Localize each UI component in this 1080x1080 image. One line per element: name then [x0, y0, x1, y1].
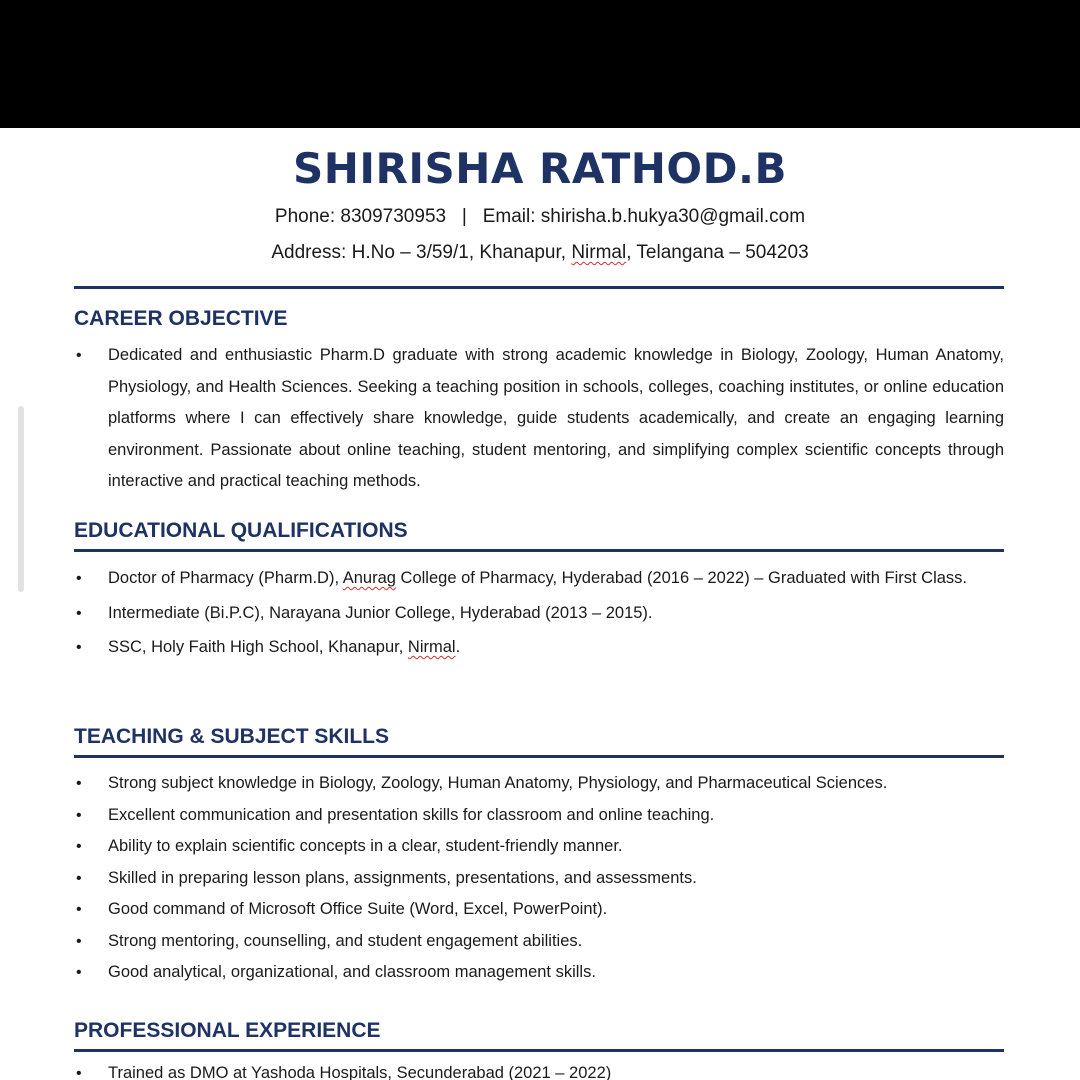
contact-separator: |: [461, 206, 467, 227]
address-line: [0, 242, 1080, 264]
edu-text: Intermediate (Bi.P.C), Narayana Junior College, Hyderabad (2013 – 2015).: [108, 603, 653, 622]
skill-text: Good command of Microsoft Office Suite (Word, Excel, PowerPoint).: [108, 900, 608, 918]
list-item: [74, 768, 1004, 800]
skill-text: Good analytical, organizational, and classroom management skills.: [108, 963, 596, 981]
bullet-icon: •: [76, 1065, 82, 1080]
section-divider: [74, 755, 1004, 758]
edu-text: Doctor of Pharmacy (Pharm.D),: [108, 569, 343, 587]
bullet-icon: •: [76, 639, 82, 656]
list-item: [74, 340, 1004, 498]
section-career-objective: [74, 304, 1004, 498]
skills-list: [74, 768, 1004, 989]
header-divider: [74, 286, 1004, 289]
college-name: Anurag: [342, 569, 396, 587]
objective-list: [74, 340, 1004, 498]
bullet-icon: •: [76, 806, 82, 824]
skill-text: Ability to explain scientific concepts in a clear, student-friendly manner.: [108, 837, 623, 855]
address-prefix: Address: H.No – 3/59/1, Khanapur,: [271, 242, 572, 263]
list-item: [74, 564, 1004, 594]
top-black-bar: [0, 0, 1080, 128]
list-item: [74, 599, 1004, 629]
list-item: [74, 894, 1004, 926]
experience-text: Trained as DMO at Yashoda Hospitals, Secunderabad (2021 – 2022): [108, 1064, 612, 1080]
section-divider: [74, 1049, 1004, 1052]
list-item: [74, 926, 1004, 958]
address-city: Nirmal: [571, 242, 627, 263]
experience-list: [74, 1058, 1004, 1080]
list-item: [74, 831, 1004, 863]
skill-text: Strong mentoring, counselling, and student engagement abilities.: [108, 931, 583, 950]
section-title: EDUCATIONAL QUALIFICATIONS: [74, 519, 408, 542]
edu-text: .: [455, 638, 461, 656]
section-divider: [74, 549, 1004, 552]
phone-text: Phone: 8309730953: [274, 206, 447, 227]
skill-text: Excellent communication and presentation skills for classroom and online teaching.: [108, 805, 715, 824]
list-item: [74, 863, 1004, 895]
email-text: Email: shirisha.b.hukya30@gmail.com: [482, 206, 806, 227]
skill-text: Strong subject knowledge in Biology, Zoology, Human Anatomy, Physiology, and Pharmaceutical Sciences.: [108, 774, 888, 792]
bullet-icon: •: [76, 347, 82, 364]
bullet-icon: •: [76, 964, 82, 981]
bullet-icon: •: [76, 932, 82, 950]
section-title: TEACHING & SUBJECT SKILLS: [74, 725, 390, 748]
bullet-icon: •: [76, 570, 82, 587]
bullet-icon: •: [76, 869, 82, 887]
scrollbar[interactable]: [18, 406, 24, 592]
edu-text: SSC, Holy Faith High School, Khanapur,: [108, 638, 408, 656]
section-skills: [74, 722, 1004, 989]
school-city: Nirmal: [407, 638, 456, 656]
section-education: [74, 516, 1004, 668]
address-suffix: , Telangana – 504203: [626, 242, 809, 263]
edu-text: College of Pharmacy, Hyderabad (2016 – 2022) – Graduated with First Class.: [395, 569, 968, 587]
section-title: CAREER OBJECTIVE: [74, 307, 288, 330]
list-item: [74, 957, 1004, 989]
candidate-name: SHIRISHA RATHOD.B: [293, 144, 787, 193]
contact-line: [0, 206, 1080, 228]
resume-page: [0, 128, 1080, 1080]
education-list: [74, 564, 1004, 663]
list-item: [74, 633, 1004, 663]
bullet-icon: •: [76, 775, 82, 792]
objective-text: Dedicated and enthusiastic Pharm.D graduate with strong academic knowledge in Biology, Zoology, Human Anatomy, Physiology, and Health Sciences. Seeking a teaching position in schools, colleges, coaching institutes, or online education platforms where I can effectively share knowledge, guide students academically, and create an engaging learning environment. Passionate about online teaching, student mentoring, and simplifying complex scientific concepts through interactive and practical teaching methods.: [108, 346, 1004, 490]
section-title: PROFESSIONAL EXPERIENCE: [74, 1019, 381, 1042]
bullet-icon: •: [76, 901, 82, 918]
section-experience: [74, 1016, 1004, 1080]
list-item: [74, 1058, 1004, 1080]
bullet-icon: •: [76, 604, 82, 622]
bullet-icon: •: [76, 838, 82, 855]
skill-text: Skilled in preparing lesson plans, assignments, presentations, and assessments.: [108, 868, 697, 887]
list-item: [74, 800, 1004, 832]
